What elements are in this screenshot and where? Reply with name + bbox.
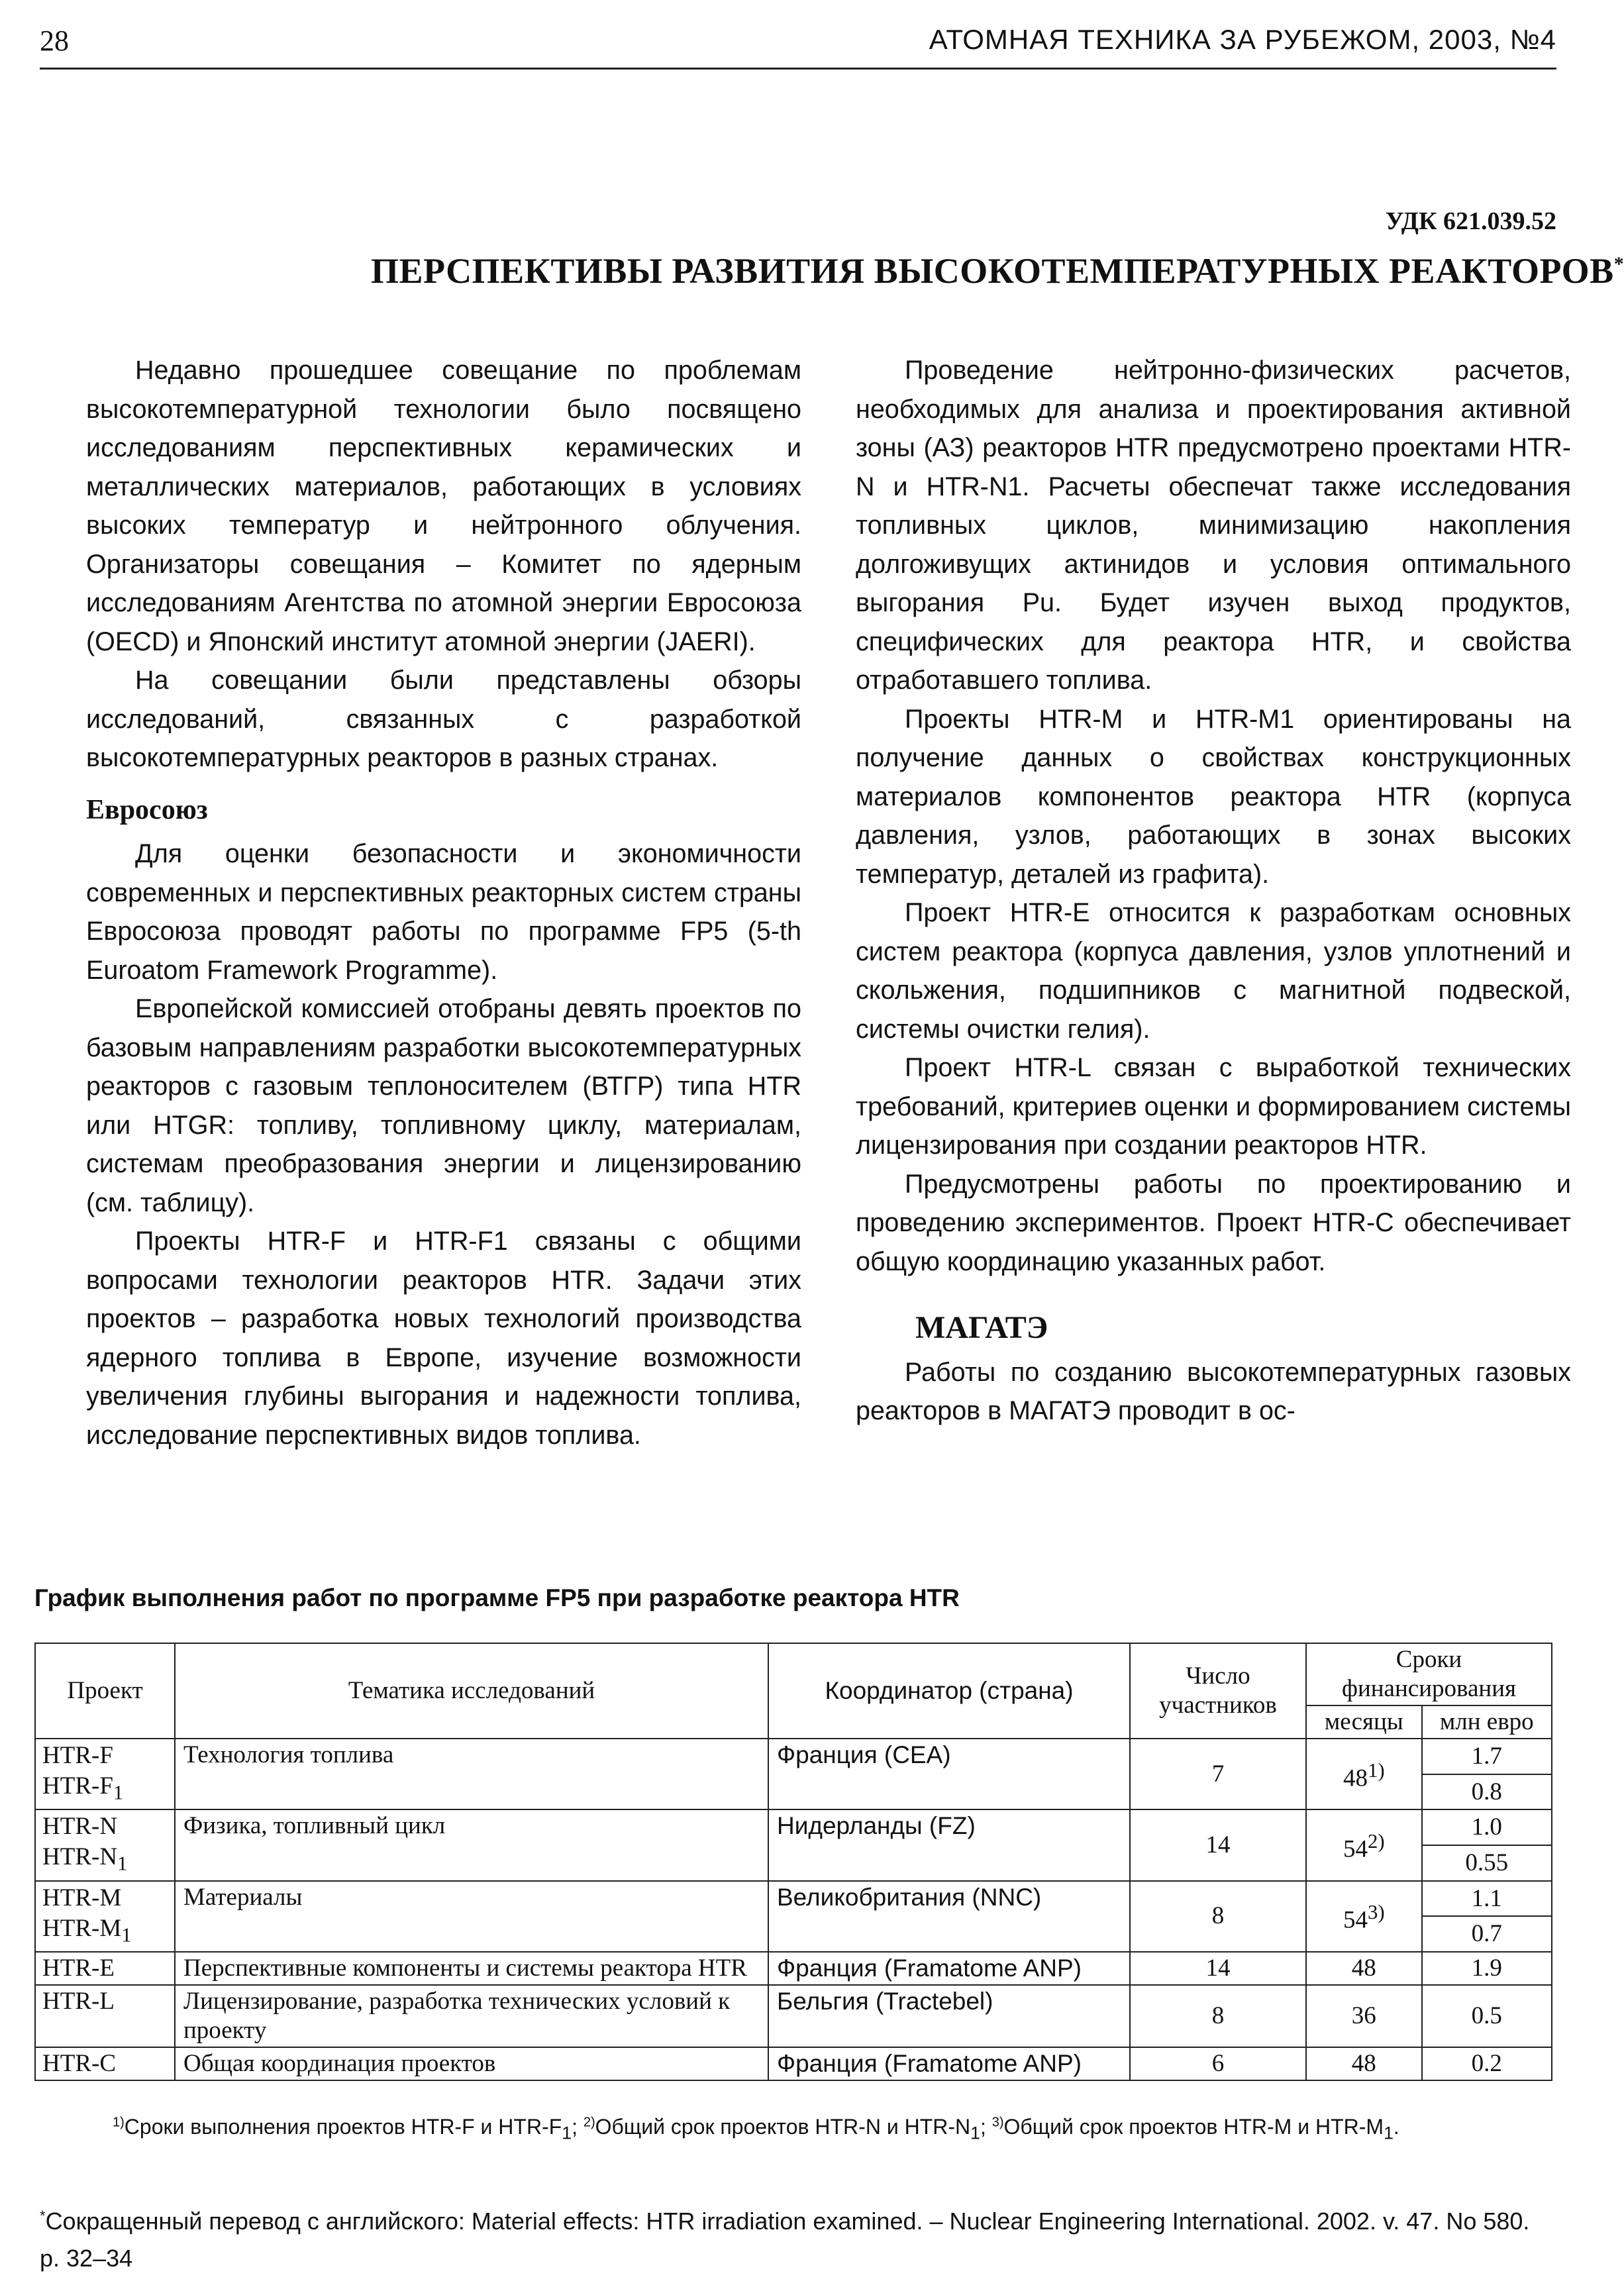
cell-participants: 14: [1130, 1809, 1306, 1880]
cell-project: HTR-L: [35, 1985, 175, 2047]
section-heading-iaea: МАГАТЭ: [915, 1310, 1048, 1345]
cell-participants: 6: [1130, 2047, 1306, 2080]
months-note: 3): [1367, 1901, 1385, 1924]
months-value: 54: [1343, 1906, 1368, 1934]
note-mark: 3): [991, 2115, 1004, 2130]
cell-coordinator: Бельгия (Tractebel): [768, 1985, 1130, 2047]
cell-topic: Общая координация проектов: [175, 2047, 768, 2080]
subscript: 1: [1384, 2123, 1394, 2143]
cell-coordinator: Франция (Framatome ANP): [768, 2047, 1130, 2080]
cell-topic: Материалы: [175, 1881, 768, 1952]
paragraph: Для оценки безопасности и экономичности современных и перспективных реакторных систем страны Евросоюза проводят работы по программе FP5 (5-th Euroatom Framework Programme).: [86, 839, 801, 985]
project-code-1: [42, 1771, 168, 1807]
udk-code: УДК 621.039.52: [1385, 207, 1556, 235]
project-code-1: [42, 1913, 168, 1950]
page-footnote: [40, 2198, 1537, 2277]
project-code-text: HTR-F: [42, 1772, 113, 1800]
table-caption: График выполнения работ по программе FP5 при разработке реактора HTR: [34, 1584, 960, 1611]
cell-project: [35, 1881, 175, 1952]
col-header-participants: Число участников: [1130, 1643, 1306, 1739]
col-header-months: месяцы: [1306, 1705, 1422, 1739]
cell-coordinator: Франция (CEA): [768, 1739, 1130, 1809]
note-text: Общий срок проектов HTR-N и HTR-N: [595, 2115, 971, 2139]
col-header-funding: Сроки финансирования: [1306, 1643, 1552, 1705]
article-title: [371, 250, 1624, 291]
cell-participants: 8: [1130, 1881, 1306, 1952]
note-mark: 2): [583, 2115, 595, 2130]
table-row: [35, 2047, 1552, 2080]
cell-euro: 0.7: [1422, 1916, 1552, 1952]
cell-euro: 1.9: [1422, 1952, 1552, 1985]
cell-project: [35, 1809, 175, 1880]
cell-months: 36: [1306, 1985, 1422, 2047]
paragraph: Проекты HTR-M и HTR-M1 ориентированы на получение данных о свойствах конструкционных материалов компонентов реактора HTR (корпуса давления, узлов, работающих в зонах высоких температур, деталей из графита).: [856, 704, 1571, 889]
note-mark: 1): [113, 2115, 125, 2130]
cell-coordinator: Нидерланды (FZ): [768, 1809, 1130, 1880]
cell-euro: 0.55: [1422, 1845, 1552, 1881]
subscript: 1: [121, 1923, 132, 1947]
note-text: Общий срок проектов HTR-M и HTR-M: [1003, 2115, 1384, 2139]
paragraph: На совещании были представлены обзоры исследований, связанных с разработкой высокотемпературных реакторов в разных странах.: [86, 666, 801, 772]
cell-topic: Лицензирование, разработка технических условий к проекту: [175, 1985, 768, 2047]
left-column: [86, 351, 801, 1454]
table-row: [35, 1985, 1552, 2047]
paragraph: Предусмотрены работы по проектированию и проведению экспериментов. Проект HTR-C обеспечивает общую координацию указанных работ.: [856, 1169, 1571, 1276]
project-code-text: HTR-M: [42, 1914, 122, 1942]
cell-participants: 7: [1130, 1739, 1306, 1809]
months-note: 1): [1367, 1758, 1385, 1782]
table-row: [35, 1739, 1552, 1774]
subscript: 1: [970, 2123, 980, 2143]
cell-months: [1306, 1809, 1422, 1880]
table-notes: $^{1)}$Сроки выполнения проектов HTR-F и HTR-$F_1$; $^{2)}$Общий срок проектов HTR-N и HTR-$N_1$; $^{3)}$Общий срок проектов HTR-M и HTR-$M_1$.: [113, 2115, 1399, 2143]
page-number: 28: [40, 25, 69, 57]
table-row: [35, 1881, 1552, 1917]
cell-participants: 8: [1130, 1985, 1306, 2047]
title-footnote-mark: *: [1613, 253, 1624, 275]
right-column: [856, 351, 1571, 1431]
cell-project: HTR-C: [35, 2047, 175, 2080]
subscript: 1: [562, 2123, 572, 2143]
col-header-topic: Тематика исследований: [175, 1643, 768, 1739]
table-row: [35, 1952, 1552, 1985]
paragraph: Европейской комиссией отобраны девять проектов по базовым направлениям разработки высокотемпературных реакторов с газовым теплоносителем (ВТГР) типа HTR или HTGR: топливу, топливному циклу, материалам, системам преобразования энергии и лицензированию (см. таблицу).: [86, 994, 801, 1217]
paragraph: Проведение нейтронно-физических расчетов, необходимых для анализа и проектирования активной зоны (АЗ) реакторов HTR предусмотрено проектами HTR-N и HTR-N1. Расчеты обеспечат также исследования топливных циклов, минимизацию накопления долгоживущих актинидов и условия оптимального выгорания Pu. Будет изучен выход продуктов, специфических для реактора HTR, и свойства отработавшего топлива.: [856, 356, 1571, 695]
cell-euro: 0.2: [1422, 2047, 1552, 2080]
project-code-text: HTR-N: [42, 1843, 118, 1871]
paragraph: Недавно прошедшее совещание по проблемам высокотемпературной технологии было посвящено исследованиям перспективных керамических и металлических материалов, работающих в условиях высоких температур и нейтронного облучения. Организаторы совещания – Комитет по ядерным исследованиям Агентства по атомной энергии Евросоюза (OECD) и Японский институт атомной энергии (JAERI).: [86, 356, 801, 656]
cell-project: HTR-E: [35, 1952, 175, 1985]
paragraph: Проект HTR-E относится к разработкам основных систем реактора (корпуса давления, узлов уплотнений и скольжения, подшипников с магнитной подвеской, системы очистки гелия).: [856, 898, 1571, 1044]
cell-euro: 1.1: [1422, 1881, 1552, 1917]
paragraph: Работы по созданию высокотемпературных газовых реакторов в МАГАТЭ проводит в ос-: [856, 1357, 1571, 1425]
cell-euro: 0.5: [1422, 1985, 1552, 2047]
cell-months: 48: [1306, 1952, 1422, 1985]
cell-months: 48: [1306, 2047, 1422, 2080]
cell-topic: Физика, топливный цикл: [175, 1809, 768, 1880]
subscript: 1: [113, 1781, 124, 1804]
cell-coordinator: Великобритания (NNC): [768, 1881, 1130, 1952]
article-title-text: ПЕРСПЕКТИВЫ РАЗВИТИЯ ВЫСОКОТЕМПЕРАТУРНЫХ РЕАКТОРОВ: [371, 251, 1614, 291]
cell-euro: 0.8: [1422, 1774, 1552, 1810]
cell-euro: 1.7: [1422, 1739, 1552, 1774]
months-value: 54: [1343, 1835, 1368, 1863]
months-value: 48: [1343, 1764, 1368, 1792]
journal-title: АТОМНАЯ ТЕХНИКА ЗА РУБЕЖОМ, 2003, №4: [929, 24, 1556, 55]
schedule-table: [34, 1643, 1552, 2081]
note-text: Сроки выполнения проектов HTR-F и HTR-F: [124, 2115, 562, 2139]
cell-euro: 1.0: [1422, 1809, 1552, 1845]
project-code: HTR-N: [42, 1813, 118, 1841]
cell-coordinator: Франция (Framatome ANP): [768, 1952, 1130, 1985]
cell-months: [1306, 1881, 1422, 1952]
cell-participants: 14: [1130, 1952, 1306, 1985]
cell-topic: Перспективные компоненты и системы реактора HTR: [175, 1952, 768, 1985]
paragraph: Проект HTR-L связан с выработкой технических требований, критериев оценки и формированием системы лицензирования при создании реакторов HTR.: [856, 1053, 1571, 1160]
col-header-coordinator: Координатор (страна): [768, 1643, 1130, 1739]
footnote-text: Сокращенный перевод с английского: Material effects: HTR irradiation examined. – Nuclear Engineering International. 2002. v. 47. No 580. p. 32–34: [40, 2208, 1530, 2272]
cell-project: [35, 1739, 175, 1809]
months-note: 2): [1367, 1829, 1385, 1853]
footnote-mark: *: [40, 2208, 46, 2224]
paragraph: Проекты HTR-F и HTR-F1 связаны с общими вопросами технологии реакторов HTR. Задачи этих проектов – разработка новых технологий производства ядерного топлива в Европе, изучение возможности увеличения глубины выгорания и надежности топлива, исследование перспективных видов топлива.: [86, 1227, 801, 1450]
cell-topic: Технология топлива: [175, 1739, 768, 1809]
project-code: HTR-M: [42, 1884, 122, 1911]
section-heading-eu: Евросоюз: [86, 794, 208, 825]
col-header-euro: млн евро: [1422, 1705, 1552, 1739]
col-header-project: Проект: [35, 1643, 175, 1739]
table-row: [35, 1809, 1552, 1845]
subscript: 1: [117, 1852, 128, 1875]
project-code-1: [42, 1842, 168, 1878]
cell-months: [1306, 1739, 1422, 1809]
project-code: HTR-F: [42, 1742, 113, 1769]
running-header: [40, 21, 1556, 70]
table-header-row: [35, 1643, 1552, 1705]
